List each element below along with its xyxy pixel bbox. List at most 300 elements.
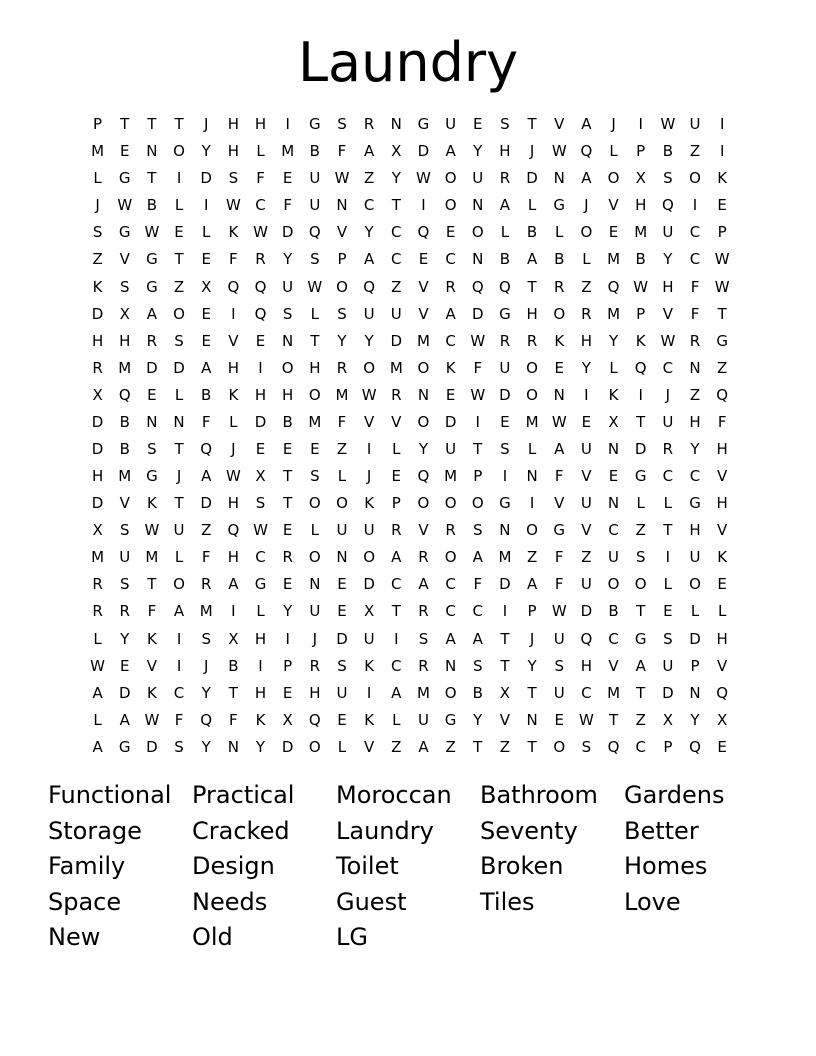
grid-cell[interactable]: E <box>119 142 130 161</box>
grid-cell[interactable]: Q <box>227 521 240 540</box>
grid-cell[interactable]: N <box>499 521 511 540</box>
grid-cell[interactable]: G <box>499 494 511 513</box>
grid-cell[interactable]: V <box>608 196 619 215</box>
grid-cell[interactable]: U <box>336 521 348 540</box>
grid-cell[interactable]: G <box>118 737 131 756</box>
grid-cell[interactable]: X <box>662 710 673 729</box>
grid-cell[interactable]: G <box>553 196 566 215</box>
grid-cell[interactable]: N <box>390 115 402 134</box>
grid-cell[interactable]: Z <box>364 169 375 188</box>
grid-cell[interactable]: N <box>336 196 348 215</box>
grid-cell[interactable]: W <box>334 169 350 188</box>
grid-cell[interactable]: A <box>201 467 212 486</box>
grid-cell[interactable]: J <box>203 656 209 675</box>
grid-cell[interactable]: Z <box>581 548 592 567</box>
grid-cell[interactable]: E <box>663 602 673 621</box>
grid-cell[interactable]: R <box>363 115 375 134</box>
grid-cell[interactable]: K <box>717 548 728 567</box>
grid-cell[interactable]: Z <box>173 277 185 296</box>
grid-cell[interactable]: T <box>174 494 184 513</box>
grid-cell[interactable]: I <box>475 412 480 431</box>
grid-cell[interactable]: A <box>228 575 239 594</box>
grid-cell[interactable]: O <box>444 196 457 215</box>
grid-cell[interactable]: V <box>228 331 239 350</box>
grid-cell[interactable]: A <box>391 683 402 702</box>
grid-cell[interactable]: C <box>173 683 185 702</box>
grid-cell[interactable]: D <box>200 169 212 188</box>
grid-cell[interactable]: O <box>689 169 701 188</box>
grid-cell[interactable]: J <box>203 115 209 134</box>
grid-cell[interactable]: D <box>336 629 348 648</box>
grid-cell[interactable]: C <box>635 737 646 756</box>
grid-cell[interactable]: F <box>473 575 483 594</box>
grid-cell[interactable]: L <box>256 602 265 621</box>
grid-cell[interactable]: F <box>229 710 238 729</box>
grid-cell[interactable]: L <box>229 412 238 431</box>
grid-cell[interactable]: L <box>174 196 184 215</box>
grid-cell[interactable]: H <box>227 142 239 161</box>
grid-cell[interactable]: T <box>174 250 184 269</box>
grid-cell[interactable]: H <box>716 629 728 648</box>
grid-cell[interactable]: Y <box>364 331 374 350</box>
grid-cell[interactable]: A <box>418 575 429 594</box>
grid-cell[interactable]: I <box>638 115 643 134</box>
grid-cell[interactable]: V <box>119 494 130 513</box>
grid-cell[interactable]: F <box>337 412 347 431</box>
grid-cell[interactable]: B <box>228 656 239 675</box>
grid-cell[interactable]: S <box>119 277 130 296</box>
grid-cell[interactable]: K <box>146 629 157 648</box>
grid-cell[interactable]: W <box>470 331 486 350</box>
grid-cell[interactable]: Y <box>120 629 130 648</box>
grid-cell[interactable]: O <box>634 575 647 594</box>
grid-cell[interactable]: T <box>147 575 157 594</box>
grid-cell[interactable]: O <box>607 575 620 594</box>
grid-cell[interactable]: S <box>337 115 347 134</box>
grid-cell[interactable]: N <box>607 439 620 458</box>
grid-cell[interactable]: U <box>499 358 511 377</box>
grid-cell[interactable]: O <box>607 169 620 188</box>
grid-cell[interactable]: K <box>228 223 239 242</box>
grid-cell[interactable]: C <box>608 629 619 648</box>
grid-cell[interactable]: Z <box>201 521 212 540</box>
grid-cell[interactable]: R <box>418 548 429 567</box>
grid-cell[interactable]: D <box>146 358 158 377</box>
grid-cell[interactable]: L <box>202 223 211 242</box>
grid-cell[interactable]: A <box>526 250 538 269</box>
grid-cell[interactable]: T <box>147 115 157 134</box>
grid-cell[interactable]: L <box>663 575 673 594</box>
grid-cell[interactable]: E <box>717 196 727 215</box>
grid-cell[interactable]: H <box>309 358 321 377</box>
grid-cell[interactable]: V <box>418 521 429 540</box>
grid-cell[interactable]: S <box>174 737 184 756</box>
grid-cell[interactable]: T <box>636 412 646 431</box>
grid-cell[interactable]: M <box>91 142 105 161</box>
grid-cell[interactable]: U <box>580 494 592 513</box>
grid-cell[interactable]: O <box>444 683 457 702</box>
grid-cell[interactable]: O <box>173 575 185 594</box>
grid-cell[interactable]: O <box>308 494 321 513</box>
grid-cell[interactable]: E <box>282 683 293 702</box>
grid-cell[interactable]: Y <box>201 683 211 702</box>
grid-cell[interactable]: S <box>147 439 157 458</box>
grid-cell[interactable]: H <box>716 494 728 513</box>
grid-cell[interactable]: A <box>119 710 130 729</box>
grid-cell[interactable]: A <box>635 656 646 675</box>
grid-cell[interactable]: Y <box>663 250 673 269</box>
grid-cell[interactable]: L <box>93 629 102 648</box>
grid-cell[interactable]: Q <box>308 710 321 729</box>
grid-cell[interactable]: N <box>444 656 457 675</box>
grid-cell[interactable]: F <box>717 412 727 431</box>
grid-cell[interactable]: V <box>581 521 592 540</box>
grid-cell[interactable]: K <box>608 385 619 404</box>
grid-cell[interactable]: G <box>634 629 647 648</box>
grid-cell[interactable]: W <box>253 521 268 540</box>
grid-cell[interactable]: T <box>636 602 646 621</box>
grid-cell[interactable]: H <box>689 521 701 540</box>
grid-cell[interactable]: O <box>689 575 701 594</box>
grid-cell[interactable]: I <box>638 385 643 404</box>
grid-cell[interactable]: S <box>635 548 646 567</box>
grid-cell[interactable]: N <box>607 494 620 513</box>
grid-cell[interactable]: R <box>418 656 429 675</box>
grid-cell[interactable]: X <box>119 304 130 323</box>
grid-cell[interactable]: D <box>444 412 457 431</box>
grid-cell[interactable]: I <box>258 358 263 377</box>
grid-cell[interactable]: B <box>146 196 158 215</box>
grid-cell[interactable]: L <box>582 250 591 269</box>
grid-cell[interactable]: C <box>391 250 402 269</box>
grid-cell[interactable]: S <box>337 304 347 323</box>
grid-cell[interactable]: X <box>282 710 293 729</box>
grid-cell[interactable]: T <box>310 331 320 350</box>
grid-cell[interactable]: L <box>717 602 727 621</box>
grid-cell[interactable]: H <box>716 439 728 458</box>
grid-cell[interactable]: Z <box>717 358 728 377</box>
grid-cell[interactable]: E <box>255 331 266 350</box>
grid-cell[interactable]: Z <box>689 385 701 404</box>
grid-cell[interactable]: S <box>473 521 483 540</box>
grid-cell[interactable]: L <box>636 494 645 513</box>
grid-cell[interactable]: N <box>526 467 538 486</box>
grid-cell[interactable]: E <box>717 737 727 756</box>
grid-cell[interactable]: U <box>417 710 429 729</box>
grid-cell[interactable]: W <box>90 656 105 675</box>
grid-cell[interactable]: F <box>554 548 564 567</box>
grid-cell[interactable]: L <box>609 142 618 161</box>
grid-cell[interactable]: X <box>499 683 511 702</box>
grid-cell[interactable]: U <box>553 683 565 702</box>
grid-cell[interactable]: R <box>581 304 592 323</box>
grid-cell[interactable]: J <box>176 467 182 486</box>
grid-cell[interactable]: J <box>529 142 535 161</box>
grid-cell[interactable]: I <box>529 494 535 513</box>
grid-cell[interactable]: L <box>500 223 510 242</box>
grid-cell[interactable]: S <box>282 304 293 323</box>
grid-cell[interactable]: F <box>554 467 564 486</box>
grid-cell[interactable]: P <box>717 223 727 242</box>
grid-cell[interactable]: S <box>500 115 510 134</box>
grid-cell[interactable]: J <box>366 467 372 486</box>
grid-cell[interactable]: Z <box>445 737 456 756</box>
grid-cell[interactable]: A <box>554 439 565 458</box>
grid-cell[interactable]: Z <box>526 548 538 567</box>
grid-cell[interactable]: O <box>471 223 484 242</box>
grid-cell[interactable]: R <box>92 358 103 377</box>
grid-cell[interactable]: U <box>363 304 375 323</box>
grid-cell[interactable]: U <box>363 521 375 540</box>
grid-cell[interactable]: C <box>689 250 701 269</box>
grid-cell[interactable]: R <box>92 575 103 594</box>
grid-cell[interactable]: E <box>445 385 456 404</box>
grid-cell[interactable]: X <box>391 142 402 161</box>
grid-cell[interactable]: O <box>471 494 484 513</box>
grid-cell[interactable]: R <box>336 358 348 377</box>
grid-cell[interactable]: A <box>445 629 456 648</box>
grid-cell[interactable]: C <box>472 602 483 621</box>
grid-cell[interactable]: S <box>473 656 483 675</box>
grid-cell[interactable]: O <box>173 142 185 161</box>
grid-cell[interactable]: W <box>144 223 160 242</box>
grid-cell[interactable]: I <box>366 683 372 702</box>
grid-cell[interactable]: L <box>93 169 102 188</box>
grid-cell[interactable]: S <box>554 656 564 675</box>
grid-cell[interactable]: S <box>174 331 184 350</box>
grid-cell[interactable]: U <box>363 629 375 648</box>
grid-cell[interactable]: G <box>689 494 701 513</box>
grid-cell[interactable]: M <box>308 412 322 431</box>
grid-cell[interactable]: V <box>418 304 429 323</box>
grid-cell[interactable]: H <box>580 331 593 350</box>
grid-cell[interactable]: Z <box>336 439 348 458</box>
grid-cell[interactable]: R <box>445 277 456 296</box>
grid-cell[interactable]: J <box>231 439 236 458</box>
grid-cell[interactable]: H <box>282 385 294 404</box>
grid-cell[interactable]: O <box>553 737 566 756</box>
grid-cell[interactable]: I <box>176 169 182 188</box>
grid-cell[interactable]: D <box>118 683 131 702</box>
grid-cell[interactable]: H <box>635 196 647 215</box>
grid-cell[interactable]: Q <box>716 683 729 702</box>
grid-cell[interactable]: N <box>553 385 565 404</box>
grid-cell[interactable]: K <box>92 277 103 296</box>
grid-cell[interactable]: B <box>119 439 130 458</box>
grid-cell[interactable]: G <box>634 467 647 486</box>
grid-cell[interactable]: C <box>363 196 375 215</box>
grid-cell[interactable]: P <box>93 115 103 134</box>
grid-cell[interactable]: H <box>662 277 674 296</box>
grid-cell[interactable]: U <box>553 629 565 648</box>
grid-cell[interactable]: I <box>366 439 372 458</box>
grid-cell[interactable]: O <box>580 223 593 242</box>
grid-cell[interactable]: C <box>581 683 592 702</box>
grid-cell[interactable]: J <box>529 629 535 648</box>
grid-cell[interactable]: L <box>527 439 537 458</box>
grid-cell[interactable]: T <box>527 277 537 296</box>
grid-cell[interactable]: G <box>309 115 321 134</box>
grid-cell[interactable]: D <box>662 683 674 702</box>
grid-cell[interactable]: E <box>201 250 211 269</box>
grid-cell[interactable]: Y <box>391 169 401 188</box>
grid-cell[interactable]: C <box>608 521 619 540</box>
grid-cell[interactable]: U <box>689 548 701 567</box>
grid-cell[interactable]: C <box>445 250 456 269</box>
grid-cell[interactable]: S <box>119 521 130 540</box>
grid-cell[interactable]: P <box>527 602 537 621</box>
grid-cell[interactable]: X <box>608 412 619 431</box>
grid-cell[interactable]: P <box>473 467 483 486</box>
grid-cell[interactable]: K <box>635 331 646 350</box>
grid-cell[interactable]: W <box>551 142 567 161</box>
grid-cell[interactable]: V <box>717 656 728 675</box>
grid-cell[interactable]: T <box>473 439 483 458</box>
grid-cell[interactable]: Y <box>255 737 266 756</box>
grid-cell[interactable]: O <box>336 494 348 513</box>
grid-cell[interactable]: R <box>499 169 511 188</box>
grid-cell[interactable]: G <box>444 710 457 729</box>
grid-cell[interactable]: B <box>526 223 538 242</box>
grid-cell[interactable]: N <box>309 575 321 594</box>
grid-cell[interactable]: L <box>310 521 319 540</box>
grid-cell[interactable]: G <box>146 467 158 486</box>
grid-cell[interactable]: U <box>282 277 294 296</box>
grid-cell[interactable]: R <box>200 575 212 594</box>
grid-cell[interactable]: C <box>662 467 674 486</box>
grid-cell[interactable]: Q <box>200 439 213 458</box>
grid-cell[interactable]: Q <box>661 196 674 215</box>
grid-cell[interactable]: P <box>636 304 646 323</box>
grid-cell[interactable]: T <box>283 494 293 513</box>
grid-cell[interactable]: M <box>389 358 403 377</box>
grid-cell[interactable]: H <box>119 331 131 350</box>
grid-cell[interactable]: O <box>308 548 321 567</box>
grid-cell[interactable]: Y <box>283 602 293 621</box>
grid-cell[interactable]: H <box>526 304 538 323</box>
grid-cell[interactable]: A <box>526 575 538 594</box>
grid-cell[interactable]: E <box>337 602 347 621</box>
grid-cell[interactable]: U <box>689 115 701 134</box>
grid-cell[interactable]: E <box>473 115 483 134</box>
grid-cell[interactable]: B <box>119 412 130 431</box>
grid-cell[interactable]: D <box>91 412 104 431</box>
grid-cell[interactable]: T <box>608 710 619 729</box>
grid-cell[interactable]: S <box>663 169 673 188</box>
grid-cell[interactable]: M <box>416 331 430 350</box>
grid-cell[interactable]: V <box>119 250 130 269</box>
grid-cell[interactable]: B <box>201 385 212 404</box>
grid-cell[interactable]: E <box>119 656 130 675</box>
grid-cell[interactable]: A <box>364 142 375 161</box>
grid-cell[interactable]: V <box>418 277 429 296</box>
grid-cell[interactable]: R <box>391 385 402 404</box>
grid-cell[interactable]: I <box>719 142 725 161</box>
grid-cell[interactable]: N <box>553 169 565 188</box>
grid-cell[interactable]: M <box>498 548 512 567</box>
grid-cell[interactable]: L <box>690 602 700 621</box>
grid-cell[interactable]: Z <box>581 277 592 296</box>
grid-cell[interactable]: B <box>635 250 646 269</box>
grid-cell[interactable]: W <box>117 196 133 215</box>
grid-cell[interactable]: T <box>500 629 510 648</box>
grid-cell[interactable]: D <box>281 737 294 756</box>
grid-cell[interactable]: M <box>444 467 458 486</box>
grid-cell[interactable]: D <box>634 439 647 458</box>
grid-cell[interactable]: E <box>418 250 429 269</box>
grid-cell[interactable]: Z <box>391 737 402 756</box>
grid-cell[interactable]: I <box>231 602 236 621</box>
grid-cell[interactable]: L <box>174 385 184 404</box>
grid-cell[interactable]: A <box>391 548 402 567</box>
grid-cell[interactable]: B <box>309 142 320 161</box>
grid-cell[interactable]: W <box>633 277 649 296</box>
grid-cell[interactable]: Q <box>200 710 213 729</box>
grid-cell[interactable]: U <box>390 304 402 323</box>
grid-cell[interactable]: P <box>663 737 673 756</box>
grid-cell[interactable]: O <box>173 304 185 323</box>
grid-cell[interactable]: W <box>714 277 730 296</box>
grid-cell[interactable]: D <box>254 412 267 431</box>
grid-cell[interactable]: E <box>608 223 619 242</box>
grid-cell[interactable]: X <box>635 169 646 188</box>
grid-cell[interactable]: J <box>611 115 616 134</box>
grid-cell[interactable]: E <box>201 331 211 350</box>
grid-cell[interactable]: J <box>312 629 318 648</box>
grid-cell[interactable]: Z <box>391 277 402 296</box>
grid-cell[interactable]: U <box>336 683 348 702</box>
grid-cell[interactable]: W <box>551 412 567 431</box>
grid-cell[interactable]: Y <box>527 656 537 675</box>
grid-cell[interactable]: O <box>526 521 538 540</box>
grid-cell[interactable]: G <box>417 115 430 134</box>
grid-cell[interactable]: H <box>689 412 701 431</box>
grid-cell[interactable]: Y <box>690 439 700 458</box>
grid-cell[interactable]: I <box>285 115 290 134</box>
grid-cell[interactable]: R <box>282 548 293 567</box>
grid-cell[interactable]: D <box>390 331 403 350</box>
grid-cell[interactable]: N <box>689 683 701 702</box>
grid-cell[interactable]: O <box>526 358 538 377</box>
grid-cell[interactable]: I <box>203 196 209 215</box>
grid-cell[interactable]: W <box>660 331 676 350</box>
grid-cell[interactable]: V <box>581 467 592 486</box>
grid-cell[interactable]: S <box>201 629 211 648</box>
grid-cell[interactable]: I <box>502 602 508 621</box>
grid-cell[interactable]: G <box>254 575 267 594</box>
grid-cell[interactable]: D <box>499 575 511 594</box>
grid-cell[interactable]: S <box>255 494 266 513</box>
grid-cell[interactable]: S <box>92 223 103 242</box>
grid-cell[interactable]: B <box>608 602 619 621</box>
grid-cell[interactable]: E <box>201 304 211 323</box>
grid-cell[interactable]: E <box>554 710 564 729</box>
grid-cell[interactable]: A <box>499 196 511 215</box>
grid-cell[interactable]: H <box>91 331 104 350</box>
grid-cell[interactable]: Z <box>635 710 646 729</box>
grid-cell[interactable]: W <box>416 169 431 188</box>
grid-cell[interactable]: X <box>255 467 266 486</box>
grid-cell[interactable]: T <box>500 656 510 675</box>
grid-cell[interactable]: A <box>445 142 456 161</box>
grid-cell[interactable]: C <box>689 467 701 486</box>
grid-cell[interactable]: T <box>391 602 401 621</box>
grid-cell[interactable]: V <box>364 737 375 756</box>
grid-cell[interactable]: Y <box>201 737 211 756</box>
grid-cell[interactable]: F <box>147 602 157 621</box>
grid-cell[interactable]: Y <box>364 223 374 242</box>
grid-cell[interactable]: E <box>310 439 320 458</box>
